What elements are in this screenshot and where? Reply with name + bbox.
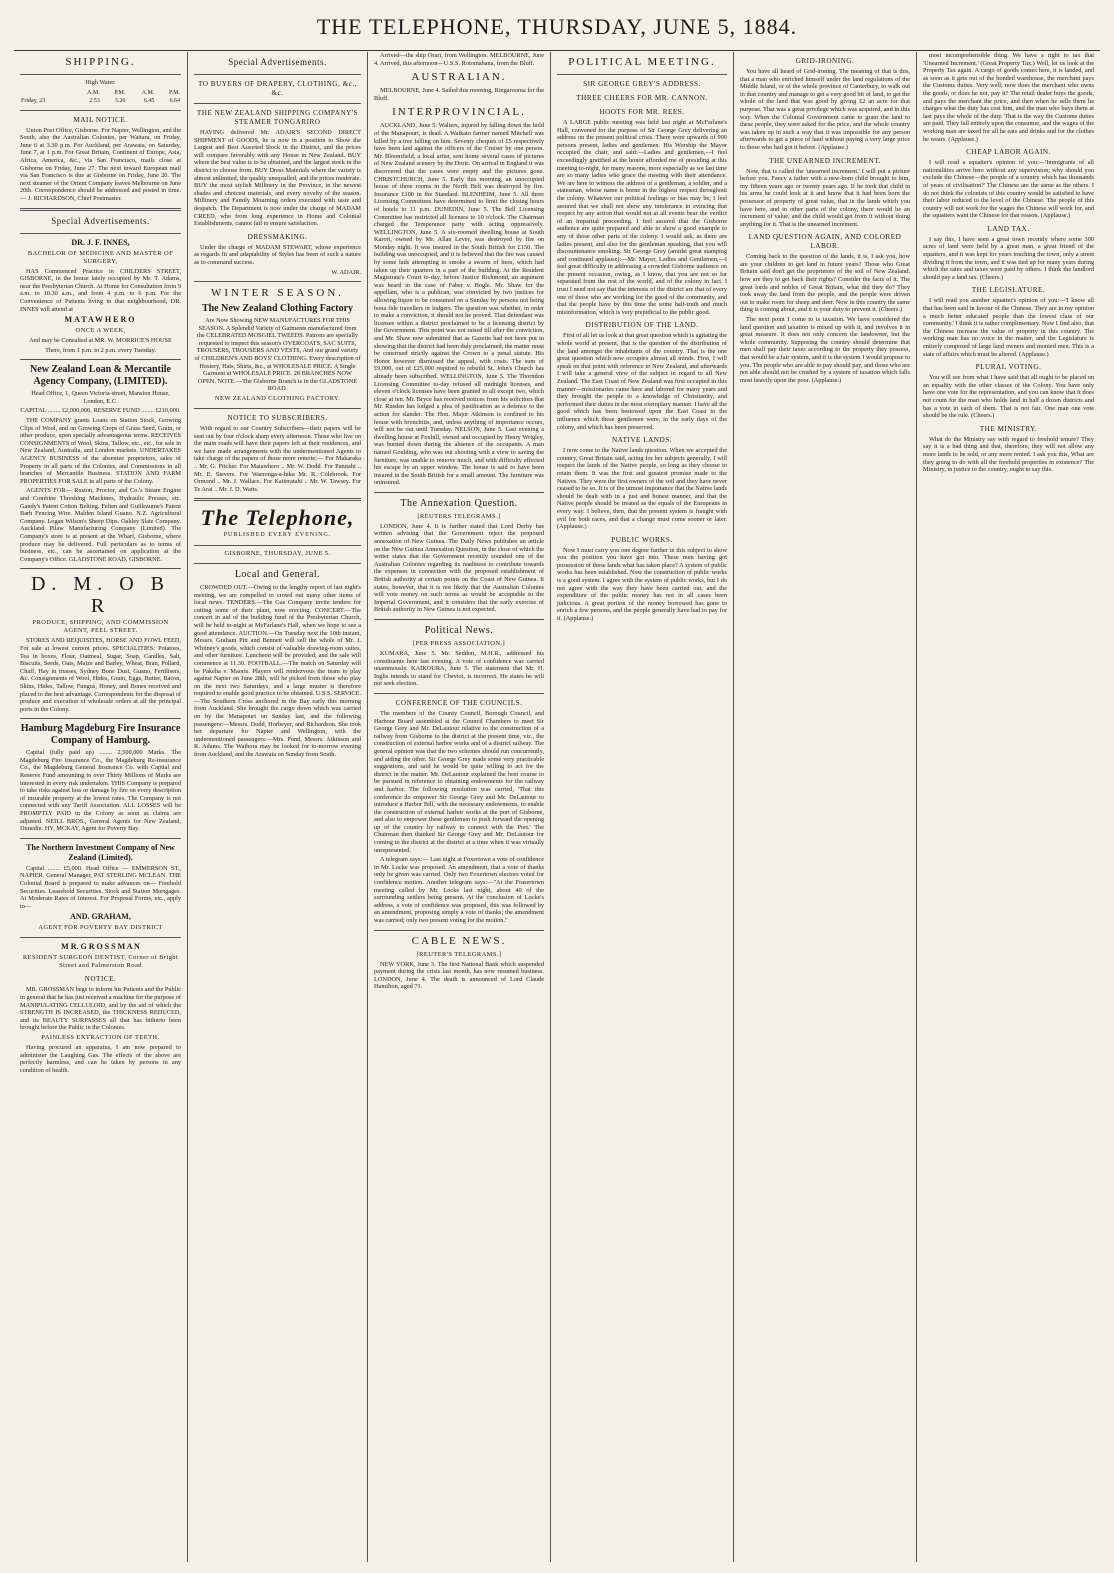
tide-col: P.M. bbox=[168, 89, 180, 96]
innes-place: MATAWHERO bbox=[64, 315, 137, 325]
mail-notice-text: Union Post Office, Gisborne. For Napier, Wellington, and the South, also the Australian Colonies, per Waitara, on Friday, June 6 at 3.30 p.m. For Auckland, per Arawata, on Saturday, June 7, at 1 p.m. For Great Britain, Continent of Europe, Asia, Africa, America, &c., via San Francisco, mails close at Gisborne on Friday, June 27. The next inward European mail via San Francisco is due at Gisborne on Friday, June 20. The next steamer of the Orient Company leaves Melbourne on June 20th. Correspondence should be addressed and posted in time. — J. RICHARDSON, Chief Postmaster. bbox=[20, 126, 181, 202]
divider bbox=[20, 838, 181, 839]
innes-house: And may be Consulted at MR. W. MORRICE'S HOUSE bbox=[29, 337, 172, 345]
published-line: PUBLISHED EVERY EVENING. bbox=[223, 532, 332, 539]
political-meeting-sub: HOOTS FOR MR. REES. bbox=[599, 108, 685, 116]
tide-cell: 3.26 bbox=[114, 97, 126, 104]
divider bbox=[374, 693, 544, 694]
grossman-name: M R. G R O S S M A N bbox=[61, 942, 140, 952]
newspaper-page bbox=[14, 52, 1100, 1562]
divider bbox=[20, 718, 181, 719]
native-lands-heading: NATIVE LANDS. bbox=[611, 436, 672, 445]
public-works-heading: PUBLIC WORKS. bbox=[611, 535, 673, 544]
nzship-title: THE NEW ZEALAND SHIPPING COMPANY'S STEAMER TONGARIRO bbox=[196, 109, 359, 126]
councils-heading: CONFERENCE OF THE COUNCILS. bbox=[395, 698, 523, 707]
political-news-source: [PER PRESS ASSOCIATION.] bbox=[412, 640, 506, 647]
divider bbox=[20, 937, 181, 938]
annexation-heading: The Annexation Question. bbox=[400, 497, 518, 509]
land-question-heading: LAND QUESTION AGAIN, AND COLORED LABOR. bbox=[748, 233, 902, 251]
nzloan-agents: AGENTS FOR— Ruston, Proctor, and Co.'s Steam Engine and Combine Threshing Machines, Hydraulic Presses, etc. Gandy's Patent Cotton Belting. Felten and Guilleaume's Patent Barb Fencing Wire. Malden Island Guano. N.Z. Agricultural Company. Logan Wilson's Sheep Dips. Oakley Slate Company. Auckland Pilaw Manufacturing Company (Limited). The Company's store is at present at the Wharf, Gisborne, where produce may be delivered. Full particulars as to terms of business, etc., can be ascertained on application at the Company's Office. GLADSTONE ROAD, GISBORNE. bbox=[20, 487, 181, 563]
divider bbox=[194, 545, 361, 546]
cable-news-text: NEW YORK, June 3. The first National Bank which suspended payment during the crisis last month, has now resumed business. LONDON, June 4. The death is announced of Lord Claude Hamilton, aged 71. bbox=[374, 960, 544, 991]
grid-ironing-heading: GRID-IRONING. bbox=[795, 57, 855, 65]
dressmaking-text: Under the charge of MADAM STEWART, whose experience as regards fit and adaptability of Styles has been of such a nature as to command success. bbox=[194, 243, 361, 266]
divider bbox=[374, 492, 544, 493]
masthead-rule bbox=[14, 50, 1100, 51]
tide-row bbox=[20, 97, 181, 105]
column-6 bbox=[916, 52, 1100, 1562]
australian-heading: AUSTRALIAN. bbox=[411, 71, 507, 84]
column-3 bbox=[367, 52, 550, 1562]
land-question-text: Coming back to the question of the lands, it is, I ask you, how are your children to get land in future years? Those who Great Britain said don't get the proprietors of the soil of New Zealand; how are they to get back their rights? Consider the facts of it. The great lords and nobles of Great Britain, what did they do? They took away the land from the people, and the people were driven out to make room for sheep and deer. Now in this country the same thing is coming about, and it is your duty to prevent it. (Cheers.) bbox=[740, 253, 910, 314]
subscribers-heading: NOTICE TO SUBSCRIBERS. bbox=[227, 414, 328, 423]
public-works-text: Now I must carry you one degree further in this subject to show you the position you have got into. These men having got possession of these lands what has taken place? A system of public works has been established. Now the construction of public works is a good system. I agree with the system of public works, but I do not agree with the way they have been carried out, and the expenditure of the public money has not in all cases been judicious. A great portion of the money borrowed has gone to enrich a few persons, and the people generally have had to pay for it. (Applause.) bbox=[557, 546, 727, 623]
unearned-heading: THE UNEARNED INCREMENT. bbox=[769, 156, 881, 165]
political-meeting-text: A LARGE public meeting was held last night at McFarlane's Hall, convened for the purpose of Sir George Grey delivering an address on the present political crisis. There were upwards of 900 persons present, ladies and gentlemen. His Worship the Mayor occupied the chair, and said:—Ladies and gentlemen,—I feel exceedingly gratified at the honor afforded me of presiding at this meeting to-night, for many reasons, more especially as we last time are so many ladies who grace the meeting with their attendance. We are here to witness the address of a gentleman, a soldier, and a statesman, whose name is borne in the highest respect throughout the colony. Whatever our political feelings or bias may be, I feel assured that we shall not show any intolerance in evincing that respect by any action that would not at all events bear the verdict of an impartial proceeding. I feel assured that the Gisborne audience are quite prepared and able to show a good example to any of those other parts of the colony. I would ask, as there are ladies present, and also for the gentleman speaking, that you will discountenance smoking. Sir George Grey (amidst great stamping and continued applause):—Mr. Mayor, Ladies and Gentlemen,—I feel great difficulty in addressing a crowded Gisborne audience on the present occasion, owing, as I know, that you are not so far separated from the rest of the world, and of the colony in fact. I trust I need not say that the interests of the district are that of every one of those who are working for the good of the community, and that the people have by this time the some half-truth and much misinformation, which is very prejudicial to the public good. bbox=[557, 119, 727, 316]
drapery-heading: TO BUYERS OF DRAPERY, CLOTHING, &c., &c. bbox=[198, 80, 357, 97]
political-meeting-heading: POLITICAL MEETING. bbox=[568, 56, 716, 68]
divider bbox=[20, 233, 181, 234]
nzloan-text: THE COMPANY grants Loans on Station Stock, Growing Clips of Wool, and on Growing Crops of Grass Seed, Grain, or other produce, upon specially advantageous terms. RECEIVES CONSIGNMENTS of Wool, Skins, Tallow, etc., etc., for sale in New Zealand, Australia, and London markets. UNDERTAKES AGENCY BUSINESS of the absentee proprietors, sales of Property in all parts of the Colonies, and Commissions in all branches of Mercantile Business. STATION AND FARM PROPERTIES FOR SALE in all parts of the Colony. bbox=[20, 417, 181, 485]
divider bbox=[20, 74, 181, 75]
newspaper-title: THE TELEPHONE, THURSDAY, JUNE 5, 1884. bbox=[316, 14, 798, 39]
interprovincial-text: AUCKLAND, June 5. Walters, injured by falling down the hold of the Manapouri, is dead. A Waikato farmer named Mitchell was killed by a tree falling on him. Seventy cheques of £5 respectively have been laid against the officers of the Cruiser by one person. Mr. Bloomfield, a local artist, sent home several cases of pictures of New Zealand scenery by the Doric. On arrival in England it was discovered that the cases were empty and the pictures gone. CHRISTCHURCH, June 5. Early this morning, an unoccupied house of three rooms in the North Belt was destroyed by fire. Insurance £100 in the Standard. BLENHEIM, June 5. All three Licensing Committees have determined to limit the closing hours of hotels to 11 p.m. DUNEDIN, June 5. The Bell Licensing Committee has restricted all licenses to 10 o'clock. The Chairman charged the Temperance party with acting oppressively. WELLINGTON, June 5. A six-roomed dwelling house at South Karori, owned by Mr. Allan Lever, was destroyed by fire on Monday night. It was insured in the South British for £150. The building was unoccupied, and it is believed that the fire was caused by some lads attempting to smoke a swarm of bees, which had taken up their quarters in a part of the building. At the Resident Magistrate's Court to-day, before Justice Richmond, an argument was heard in the case of Faber v. Bogle. Mr. Shaw for the appellant, who is a publican, was convicted by two justices for allowing liquor to be consumed on a Sunday by persons not being bona fide travellers or lodgers. The question was whether, in order to make a conviction, it should not be proved. That defendant was licensee within a district proclaimed to be a licensing district by the Government. This point was not raised till after the conviction, and Mr. Shaw now submitted that as Gazette had not been put in showing that the district had been duly proclaimed, the matter must be construed strictly against the Crown to a penal statute. His Honor however dismissed the appeal, with costs. The sum of £9,000, out of £25,000 required to rebuild St. John's Church has already been subscribed. WELLINGTON, June 5. The Thorndon Licensing Committee to-day refused all midnight licenses, and eleven o'clock licenses have been granted to all except two, which close at ten. Mr. Bryce has received notices from his solicitors that Mr. Rusden has lodged a plea of justification as a defence to the action for slander. The Hon. Major Atkinson is confined to his house with bronchitis, and, unless anything of importance occurs, will not be out until Tuesday. NELSON, June 5. Last evening a dwelling house at Foxhill, owned and occupied by Henry Wrigley, was burned down during the absence of the occupants. A man named Goulding, who was out shooting with a view to saving the furniture, was unable to remove much, and with difficulty effected his escape by an upper window. The house is said to have been insured in the South British for a small amount. The furniture was uninsured. bbox=[374, 122, 544, 487]
notice-text: MR. GROSSMAN begs to inform his Patients and the Public in general that he has just received a machine for the purpose of MANIPULATING CELLULOID, and by the aid of which the STRENGTH IS INCREASED, the THICKNESS REDUCED, and its BEAUTY SURPASSES all that has hitherto been brought before the Public in the Colonies. bbox=[20, 986, 181, 1032]
annexation-text: LONDON, June 4. It is further stated that Lord Derby has written advising that the Government reject the proposed annexation of New Guinea. The Daily News publishes an article on the New Guinea Annexation Question, in the close of which the writer states that the Government recently sounded one of the Australian Colonies regarding its readiness to contribute towards the expenses in connection with the proposed establishment of British authority at certain points on the Coast of New Guinea. It states, however, that it is not likely that the Australian Colonies will vote money on such terms as would be acceptable to the Imperial Government, and it considers that the early exercise of British authority in New Guinea is not expected. bbox=[374, 522, 544, 614]
plural-voting-heading: PLURAL VOTING. bbox=[975, 363, 1042, 372]
innes-title: BACHELOR OF MEDICINE AND MASTER OF SURGERY, bbox=[27, 249, 174, 265]
political-news-heading: Political News. bbox=[424, 625, 494, 636]
tide-cell: 2.53 bbox=[89, 97, 100, 104]
divider bbox=[20, 110, 181, 111]
divider bbox=[20, 208, 181, 211]
tide-cell: Friday, 23 bbox=[21, 97, 46, 104]
divider bbox=[194, 281, 361, 282]
arrivals-text: Arrived—the ship Orari, from Wellington. MELBOURNE, June 4. Arrived, this afternoon—U.S.S. Rotomahana, from the Bluff. bbox=[374, 52, 544, 67]
dmo-text: STORES AND REQUISITES, HORSE AND FOWL FEED, For sale at lowest current prices. SPECIALITIES: Potatoes, Tea in boxes, Flour, Oatmeal, Sugar, Soap, Candles, Salt, Biscuits, Seeds, Oats, Maize and Barley, Wheat, Bran, Pollard, Chaff, Hay in trusses, Sydney Bone Dust, Guano, Fertilisers, &c. Consignments of Wool, Hides, Grain, Eggs, Butter, Bacon, Skins, Hides, Tallow, Fungus, Honey, and Bones received and placed to the best advantage. Correspondents for the disposal of produce and execution of wholesale orders at all the principal ports in the Colony. bbox=[20, 637, 181, 713]
land-tax-heading: LAND TAX. bbox=[987, 224, 1030, 233]
legislature-heading: THE LEGISLATURE. bbox=[971, 286, 1046, 295]
political-meeting-sub: THREE CHEERS FOR MR. CANNON. bbox=[576, 94, 708, 102]
tide-col: A.M. bbox=[141, 89, 155, 96]
divider bbox=[374, 619, 544, 620]
clothing-title: The New Zealand Clothing Factory bbox=[201, 303, 354, 315]
ministry-heading: THE MINISTRY. bbox=[979, 424, 1038, 433]
dmo-sub: PRODUCE, SHIPPING, AND COMMISSION AGENT, PEEL STREET. bbox=[32, 619, 169, 635]
innes-name: DR. J. F. INNES, bbox=[71, 237, 130, 247]
divider bbox=[557, 74, 727, 75]
nzloan-capital: CAPITAL ........ £2,000,000. RESERVE FUND ........ £210,000. bbox=[20, 407, 181, 415]
legislature-text: I will read you another squatter's opinion of you:—'I know all that has been said in favour of the Chinese. They are in my opinion a much better educated people than the lowest class of our community.' I think it is rather complimentary. Now I find also, that the Chinese increase the value of property in this country. The working man has no voice in the matter, and the Legislature is entirely composed of large land owners and monied men. This is a state of affairs which must be altered. (Applause.) bbox=[923, 297, 1094, 358]
grossman-sub: RESIDENT SURGEON DENTIST, Corner of Bright Street and Palmerston Road bbox=[22, 954, 179, 970]
grid-ironing-text: You have all heard of Grid-ironing. The meaning of that is this, that a man who enriched himself under the land regulations of the Middle Island, or of the whole province of Canterbury, to walk out in that country and manage to get a very good bit of land, to get the whole of the land that was good by giving £2 an acre for that purpose. That was a great privilege which was acquired, and in this way. When the Colonial Government came to grant the land to these people, they were asked for the price, and the whole country was taken up in such a way that it was impossible for any person afterwards to get a piece of land without paying a very large price to those who had got it before. (Applause.) bbox=[740, 68, 910, 151]
councils-text: The members of the County Council, Borough Council, and Harbour Board assembled at the Council Chambers to meet Sir George Grey and Mr. DeLautour relative to the construction of a railway from Gisborne to the district at the present time, viz., the construction of external harbor works and of a district railway. The general opinion was that the two schemes should run concurrently, and aiding the other. Sir George Grey made some very practicable suggestions, and said he would be quite willing to act for the district in the matter. Mr. DeLautour explained the best course to be pursued in reference to obtaining endowments for the railway and harbor. The following resolution was carried, 'That this conference do empower Sir George Grey and Mr. DeLautour to introduce a Harbor Bill, with the necessary endowments, to enable the construction of external harbor works at the port of Gisborne, and also to empower these gentlemen to push forward the opening up of the country by railway to connect with the Port.' The Chairman then thanked Sir George Grey and Mr. DeLautour for coming to the district at the district at a time when it was virtually unrepresented. bbox=[374, 709, 544, 854]
distribution-text: First of all let us look at that great question which is agitating the whole world at present, that is the question of the distribution of the land amongst the inhabitants of the country. That is the one great question which now occupies almost all minds. First, I will speak on that point with reference to New Zealand, and afterwards I will take a general view of the subject in regard to all New Zealand. The East Coast of New Zealand was first occupied in this manner—missionaries came here and labored for many years and they brought the people to a knowledge of Christianity, and performed their duties in the most exemplary manner. I have all the good which has been bestowed upon the East Coast to the influence which these gentlemen were, in the early days of the colony, and which has been preserved. bbox=[557, 332, 727, 431]
special-ads-heading: Special Advertisements. bbox=[51, 215, 150, 226]
clothing-text: Are Now Showing NEW MANUFACTURES FOR THIS SEASON. A Splendid Variety of Garments manufactured from the CELEBRATED MOSGIEL TWEEDS. Patrons are specially requested to inspect this season's OVERCOATS, SAC SUITS, TROUSERS, TROUSERS AND VESTS, And our grand variety of CHILDREN'S AND BOYS' CLOTHING. Every description of Hosiery, Hats, Shirts, &c., at WHOLESALE PRICE. A Single Garment at WHOLESALE PRICE. 28 BRANCHES NOW OPEN. NOTE.—The Gisborne Branch is in the GLADSTONE ROAD. bbox=[194, 317, 361, 393]
winter-season-heading: WINTER SEASON. bbox=[210, 287, 345, 300]
column-4 bbox=[550, 52, 733, 1562]
tide-cell: 6.45 bbox=[143, 97, 155, 104]
divider bbox=[20, 568, 181, 569]
telephone-logo: The Telephone, bbox=[200, 505, 355, 531]
nzloan-office: Head Office, 1, Queen Victoria-street, Mansion House, London, E.C. bbox=[31, 390, 170, 405]
painless-text: Having procured an apparatus, I am now prepared to administer the Laughing Gas. The effects of the above are perfectly harmless, and can be taken by persons in any condition of health. bbox=[20, 1043, 181, 1074]
northern-title: The Northern Investment Company of New Zealand (Limited). bbox=[26, 842, 175, 862]
dateline: GISBORNE, THURSDAY, JUNE 5. bbox=[224, 549, 331, 557]
cheap-labor-text: I will read a squatter's opinion of you:—'Immigrants of all nationalities arrive here without any supervision; why should you exclude the Chinese—the people of a country which has thousands of years of civilisation?' The Chinese are the same as the others. I do not think the colonists of this country would be satisfied to have their labor reduced to the level of the Chinese. The people of this country will not work for the wages the Chinese will work for, and the squatters want the Chinese for that reason. (Applause.) bbox=[923, 159, 1094, 220]
dressmaking-heading: DRESSMAKING. bbox=[247, 232, 308, 241]
distribution-heading: DISTRIBUTION OF THE LAND. bbox=[585, 321, 699, 330]
telegram-text: A telegram says:— Last night at Foxertown a vote of confidence in Mr. Locke was proposed. An amendment, that a vote of thanks only be given was carried. Only two Foxertown electors voted for confidence motion. Another telegram says:—"At the Frasertown meeting called by Mr. Locke last night, about 40 of the surrounding settlers being present. At the conclusion of Locke's address, a vote of confidence was proposed, this was followed by an amendment, proposing simply a vote of thanks; the amendment was carried; only two present voting for the motion." bbox=[374, 856, 544, 924]
adair-signature: W. ADAIR. bbox=[331, 268, 361, 276]
clothing-footer: NEW ZEALAND CLOTHING FACTORY. bbox=[214, 395, 341, 403]
interprovincial-heading: INTERPROVINCIAL. bbox=[392, 106, 526, 119]
political-news-text: KUMARA, June 5. Mr. Seddon, M.H.R., addressed his constituents here last evening. A vote of confidence was carried unanimously. KAIKOURA, June 5. The statement that Mr. H. Inglis intends to stand for Cheviot, is incorrect. He states he will not seek election. bbox=[374, 650, 544, 688]
notice-heading: NOTICE. bbox=[84, 975, 117, 984]
local-general-heading: Local and General. bbox=[234, 568, 321, 580]
innes-once: ONCE A WEEK, bbox=[75, 327, 126, 335]
innes-text: HAS Commenced Practice in CHILDERS STREET, GISBORNE, in the house lately occupied by Mr. T. Adams, near the Presbyterian Church. At Home for Consultation from 9 a.m. to 10.30 a.m., and from 4 p.m. to 6 p.m. For the Convenience of Patients living in that neighbourhood, DR. INNES will attend at bbox=[20, 267, 181, 313]
innes-time: There, from 1 p.m. to 2 p.m. every Tuesday. bbox=[45, 346, 156, 354]
northern-text: Capital ........ £5,000. Head Office — EMMERSON ST., NAPIER. General Manager, PAT STERLING MCLEAN. THE Colonial Board is prepared to make advances on— Freehold Securities. Leasehold Securities. Stock and Station Mortgages. At Moderate Rates of Interest. For Proposal Forms, etc., apply to— bbox=[20, 864, 181, 910]
tide-col: P.M. bbox=[114, 89, 126, 96]
taxation-text: The next point I come to is taxation. We have considered the land question and taxation is mixed up with it, and involves it in great measure. It does not only concern the landowner, but the whole community. Supposing the country should determine that men shall pay their taxes according to the property they possess, that would be a fair system, and it is the system I would propose to you. The people who are able to pay should pay, and those who are not able should not be crushed by a system of taxation which falls most heavily upon the poor. (Applause.) bbox=[740, 316, 910, 384]
column-5 bbox=[733, 52, 916, 1562]
dmo-title: D. M. O B R bbox=[30, 573, 170, 618]
tide-heading: High Water. bbox=[85, 79, 116, 86]
subscribers-text: With regard to our Country Subscribers—their papers will be sent out by four o'clock sharp every afternoon. Those who live on the main roads will have their papers left at their residences, and we have made arrangements with the undermentioned Agents to take charge of the papers of those more remote:— For Makaraka .. Mr. G. Pitcher. For Matawhero .. Mr. W. Dodd. For Patutahi .. Mr. E. Sievers. For Waerenga-a-hika Mr. R. Colebrook. For Ormond .. Mr. J. Wallace. For Kaiteratahi .. Mr. W. Tawsey. For Te Arai .. Mr. J. D. Watts. bbox=[194, 425, 361, 493]
graham-sub: AGENT FOR POVERTY BAY DISTRICT bbox=[38, 924, 163, 932]
native-lands-text: I now come to the Native lands question. When we accepted the country, Great Britain said, acting for her subjects generally, I will respect the lands of the Native people, so long as they choose to retain them. It was the first and greatest promise made to the Natives. They were the first owners of the soil and they have never ceased to be so. It is of the utmost importance that the Native lands should be dealt with in a just and honest manner, and that the Native people should be treated as the equals of the Europeans in every way. I believe, then, that the present system is fraught with evil for both races, and that a change must come sooner or later. (Applause.) bbox=[557, 447, 727, 531]
property-tax-text: most incomprehensible thing. We have a right to tax that 'Unearned Increment.' (Great Property Tax.) Well, let us look at the Property Tax again. A cargo of goods comes here, it is landed, and as soon as it gets out of the bonded warehouse, the merchant pays the Customs duties. Very well; now does the merchant who owns the goods, or does he not, pay it? The retail dealer buys the goods, and pays the merchant the price, and then when he sells them he charges what the duty has cost him, and the man who buys them at last pays the whole of the duty. That is the way the Customs duties are paid. They fall entirely upon the consumer, and the wages of the working man are taxed for all he eats and drinks and for the clothes he wears. (Applause.) bbox=[923, 52, 1094, 143]
nzloan-title: New Zealand Loan & Mercantile Agency Company, (LIMITED). bbox=[30, 364, 171, 388]
column-1 bbox=[14, 52, 187, 1562]
political-meeting-sub: SIR GEORGE GREY'S ADDRESS. bbox=[583, 80, 701, 88]
plural-voting-text: You will see from what I have said that all ought to be placed on an equality with the other classes of the Colony. You have only have one vote for the representation, and you can know that it does not count for the man who holds land in half a dozen districts and has a vote in each of them. That is not fair. One man one vote should be the rule. (Cheers.) bbox=[923, 374, 1094, 420]
painless-heading: PAINLESS EXTRACTION OF TEETH. bbox=[41, 1033, 160, 1041]
column-2 bbox=[187, 52, 367, 1562]
divider bbox=[194, 74, 361, 75]
australian-text: MELBOURNE, June 4. Sailed this morning, Ringarooma for the Bluff. bbox=[374, 87, 544, 102]
local-general-text: CROWDED OUT.—Owing to the lengthy report of last night's meeting, we are compelled to crowd out many other items of local news. TENDERS.—The Gas Company invite tenders for cutting some of their plant, now erecting. CONCERT.—The concert in aid of the building fund of the Presbyterian Church, will be held to-night at McFarlane's Hall, when we hope to see a good attendance. AUCTION.—On Tuesday next the 10th instant, Messrs. Graham Pitt and Bennett will sell the whole of Mr. J. Whitney's goods, which consist of valuable drawing-room suites, and other furniture. Luncheon will be provided, and the sale will commence at 11.30. FOOTBALL.—The match on Saturday will be Pakeha v. Maoris. Players will rendezvous the team to play against Napier on June 28th, will be picked from those who play on the next two Saturdays, and a large muster is therefore required to enable good practice to be obtained. U.S.S. SERVICE.—The Southern Cross anchored in the Bay early this morning from Auckland. She brought the cargo down which was carried on by the Manapouri on Sunday last, and the following passengers:—Messrs. Dodd, Horbeyer, and Richardson. She took her departure for Napier and Wellington, with the undermentioned passengers:—Mrs. Pond, Messrs. Atkinson and R. Adams. The Waihora may be looked for to-morrow evening from Auckland, and the Arawata on Sunday from South. bbox=[194, 583, 361, 759]
annexation-source: [REUTERS TELEGRAMS.] bbox=[417, 512, 501, 520]
cheap-labor-heading: CHEAP LABOR AGAIN. bbox=[966, 148, 1051, 157]
cable-news-heading: CABLE NEWS. bbox=[411, 934, 507, 947]
special-ads-heading: Special Advertisements. bbox=[228, 57, 327, 67]
divider bbox=[20, 359, 181, 360]
divider bbox=[194, 498, 361, 501]
shipping-heading: SHIPPING. bbox=[65, 56, 136, 68]
divider bbox=[194, 408, 361, 409]
graham-name: AND. GRAHAM, bbox=[70, 912, 131, 922]
nzship-text: HAVING delivered Mr. ADAIR'S SECOND DIRECT SHIPMENT of GOODS, he is now in a position to Show the Largest and Best Assorted Stock in the District, and the prices will compare favorably with any House in New Zealand. BUY where the best value is to be obtained, and the largest stock in the district to choose from. BUY Dress Materials where the variety is almost unlimited, the quality unequalled, and the prices moderate. BUY the most stylish Millinery in the Province, in the newest shades and choicest materials, and every novelty of the season. Millinery and Family Mourning orders executed with taste and despatch. The Department is now under the charge of MADAM CREED, who from long experience in Home and Colonial Establishments, cannot fail to ensure satisfaction. bbox=[194, 129, 361, 228]
tide-header-row bbox=[20, 89, 181, 97]
tide-col: A.M. bbox=[87, 89, 100, 96]
cable-news-source: [REUTER'S TELEGRAMS.] bbox=[416, 950, 502, 958]
unearned-text: Now, that is called the 'unearned increment.' I will put a picture before you. Fancy a father with a new-born child brought to him, my fifteen years ago or twenty years ago. If he took that child in his arms he could look at it and know that it had been born the possessor of property of great value, that in the lands which you have here, and in other parts of the colony, there would be an increment of value, and the child would get from it without doing anything for it. That is the unearned increment. bbox=[740, 167, 910, 228]
divider bbox=[194, 103, 361, 104]
tide-cell: 6.64 bbox=[169, 97, 180, 104]
hamburg-text: Capital (fully paid up) ........ 2,500,000 Marks. The Magdeburg Fire Insurance Co., the Magdeburg Re-insurance Co., the Magdeburg General Insurance Co. with Capital and Reserve Fund amounting to over Thirty Millions of Marks are interested in every risk undertaken. THIS Company is prepared to take risks against loss or damage by fire on every description of insurable property at the lowest rates. The Company is not connected with any Tariff Association. ALL LOSSES will be PROMPTLY PAID in the Colony as soon as claims are adjusted. NEILL BROS., General Agents for New Zealand, Dunedin. HY. MCKAY, Agent for Poverty Bay. bbox=[20, 749, 181, 833]
land-tax-text: I say this, I have seen a great town recently where some 300 acres of land were held by a great man, a great friend of the squatters, and it was kept for years touching the town, only a street dividing it from the town, and it was tied up for many years during which the rates and taxes were paid by others. I think the landlord should pay a land tax. (Cheers.) bbox=[923, 235, 1094, 281]
mail-notice-heading: MAIL NOTICE. bbox=[73, 115, 128, 124]
tide-table bbox=[20, 89, 181, 105]
divider bbox=[374, 930, 544, 931]
hamburg-title: Hamburg Magdeburg Fire Insurance Company of Hamburg. bbox=[20, 723, 181, 747]
ministry-text: What do the Ministry say with regard to freehold tenure? They say it is a bad thing and that, therefore, they will not allow any more lands to be sold, or any more rented. I ask you this, What are they going to do with all the freehold properties in existence? The Ministry, in justice to the country, ought to say this. bbox=[923, 435, 1094, 474]
divider bbox=[194, 563, 361, 564]
